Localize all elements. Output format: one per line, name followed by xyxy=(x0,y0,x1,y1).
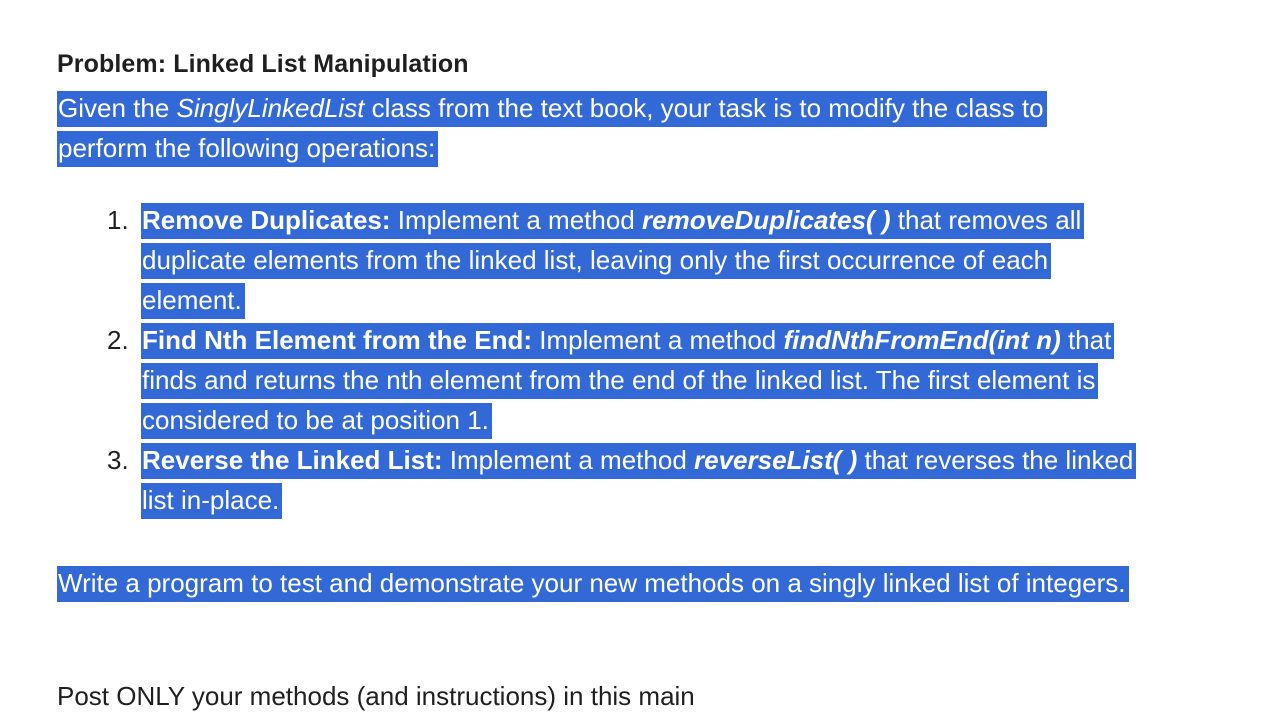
intro-highlight xyxy=(57,91,1047,167)
problem-title: Problem: Linked List Manipulation xyxy=(57,50,469,78)
list-item-highlight xyxy=(141,203,1084,319)
list-item-heading: Remove Duplicates: xyxy=(142,205,391,235)
list-item-text-before: Implement a method xyxy=(442,445,695,475)
list-item-highlight xyxy=(141,443,1136,519)
intro-paragraph xyxy=(57,88,1137,168)
list-item-text-after: that reverses the linked list in-place. xyxy=(142,445,1134,515)
list-item-heading: Reverse the Linked List: xyxy=(142,445,443,475)
intro-text-before: Given the xyxy=(58,93,177,123)
intro-text-after: class from the text book, your task is to modify the class to perform the following operations: xyxy=(58,93,1044,163)
method-name: removeDuplicates( ) xyxy=(642,205,891,235)
method-name: reverseList( ) xyxy=(694,445,858,475)
list-item-text-before: Implement a method xyxy=(532,325,784,355)
list-item-number: 3. xyxy=(107,445,129,475)
outro-highlight: Write a program to test and demonstrate your new methods on a singly linked list of integers. xyxy=(57,566,1129,602)
operations-list xyxy=(57,200,1146,520)
list-item-text-after: that removes all duplicate elements from the linked list, leaving only the first occurrence of each element. xyxy=(142,205,1082,315)
list-item-number: 2. xyxy=(107,325,129,355)
list-item xyxy=(57,440,1146,520)
list-item xyxy=(57,320,1146,440)
list-item-text-before: Implement a method xyxy=(390,205,642,235)
outro-paragraph xyxy=(57,563,1147,603)
cutoff-text-line: Post ONLY your methods (and instructions) in this main xyxy=(57,681,695,711)
list-item-text-after: that finds and returns the nth element from the end of the linked list. The first element is considered to be at position 1. xyxy=(142,325,1112,435)
list-item-highlight xyxy=(141,323,1114,439)
class-name: SinglyLinkedList xyxy=(176,93,365,123)
list-item-heading: Find Nth Element from the End: xyxy=(142,325,532,355)
list-item-number: 1. xyxy=(107,205,129,235)
list-item xyxy=(57,200,1146,320)
method-name: findNthFromEnd(int n) xyxy=(783,325,1061,355)
